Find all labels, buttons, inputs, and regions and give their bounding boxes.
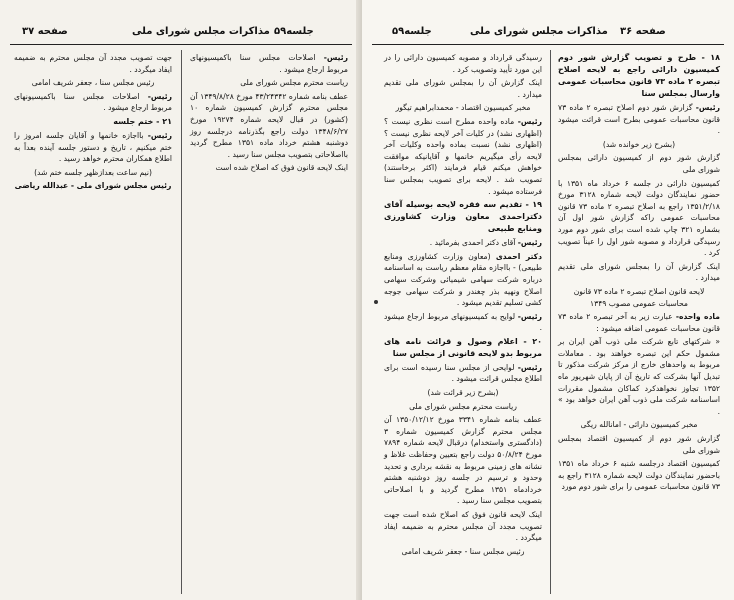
speaker-paragraph xyxy=(558,102,720,137)
right-column-divider xyxy=(550,50,551,594)
centered-line xyxy=(558,419,720,431)
paragraph-text: ریاست محترم مجلس شورای ملی xyxy=(409,401,517,411)
paragraph-text: گزارش شور دوم از کمیسیون دارائی بمجلس شورای ملی xyxy=(558,153,720,174)
paragraph-text: عطف بنامه شماره ۴۳/۲۴۳۴۲ مورخ ۱۳۴۹/۸/۲۸ آن مجلس محترم گزارش کمیسیون شماره ۱۰ (کشور) در قبال لایحه شماره ۱۹۲۷۴ مورخ ۱۳۴۸/۶/۲۷ دولت راجع بگذرنامه درجلسه روز دوشنبه هشتم خرداد ماده ۱۳۵۱ مطرح گردید بااصلاحاتی بتصویب مجلس سنا رسید . xyxy=(190,91,348,159)
paragraph-text: عطف بنامه شماره ۳۳۴۱ مورخ ۱۳۵۰/۱۲/۱۲ آن مجلس محترم گزارش کمیسیون شماره ۳ (دادگستری واستخدام) درقبال لایحه شماره ۷۸۹۴ مورخ ۵۰/۸/۲۴ دولت راجع بتعیین وحفاظت غلاظ و نشانه های زمینی مربوط به نقشه برداری و تحدید وحدود و ترسیم در جلسه روز دوشنبه هشتم خردادماه ۱۳۵۱ مطرح گردید و با اصلاحاتی بتصویب مجلس سنا رسید . xyxy=(384,415,543,506)
body-paragraph xyxy=(558,458,720,493)
speaker-paragraph xyxy=(190,52,348,75)
paragraph-text: ریاست محترم مجلس شورای ملی xyxy=(240,78,348,88)
paragraph-text: اینک لایحه قانون فوق که اصلاح شده است xyxy=(215,163,348,173)
paragraph-text: ماده واحده مطرح است نظری نیست ؟ (اظهاری نشد) در کلیات آخر لایحه نظری نیست ؟ (اظهاری نشد) نسبت بماده واحده وکلیات آخر لایحه رأی میگیریم خانمها و آقایانیکه موافقت خواهش میکنم قیام فرمایند (اکثر برخاستند) تصویب شد . لایحه برای تصویب بمجلس سنا فرستاده میشود . xyxy=(384,116,542,196)
paragraph-text: لوایح به کمیسیونهای مربوط ارجاع میشود . xyxy=(384,311,542,333)
paragraph-text: (بشرح زیر خوانده شد) xyxy=(602,139,676,149)
left-page xyxy=(0,0,362,600)
right-header-rule xyxy=(372,44,724,45)
centered-line xyxy=(14,167,172,179)
body-paragraph xyxy=(14,52,172,75)
body-paragraph xyxy=(384,52,542,75)
body-paragraph xyxy=(190,162,348,174)
paragraph-text: بااجازه خانمها و آقایان جلسه امروز را ختم میکنیم ، تاریخ و دستور جلسه آینده بعداً به اطلاع همکاران محترم خواهد رسید . xyxy=(14,130,172,164)
left-page-number: صفحه ۳۷ xyxy=(22,26,68,37)
speaker-label: رئیس- xyxy=(517,362,542,372)
speaker-paragraph xyxy=(384,116,542,197)
body-paragraph xyxy=(384,509,542,544)
speaker-paragraph xyxy=(384,362,542,385)
body-paragraph xyxy=(558,178,720,259)
section-heading xyxy=(384,199,542,235)
paragraph-text: رئیس مجلس سنا ، جعفر شریف امامی xyxy=(31,78,155,88)
paragraph-text: (نیم ساعت بعدازظهر جلسه ختم شد) xyxy=(34,167,152,177)
paragraph-text: ۱۸ - طرح و تصویب گزارش شور دوم کمیسیون دارائی راجع به لایحه اصلاح تبصره ۲ ماده ۷۳ قانون محاسبات عمومی وارسال بمجلس سنا xyxy=(558,53,721,98)
paragraph-text: لوایحی از مجلس سنا رسیده است برای اطلاع مجلس قرائت میشود . xyxy=(384,362,542,384)
paragraph-text: مخبر کمیسیون اقتصاد - محمدابراهیم تیگور xyxy=(395,103,531,113)
paragraph-text: (بشرح زیر قرائت شد) xyxy=(427,388,499,398)
paragraph-text: عبدالله ریاضی xyxy=(14,181,69,191)
speaker-paragraph xyxy=(384,237,542,249)
left-page-header xyxy=(12,26,350,42)
paragraph-text: ۲۰ - اعلام وصول و قرائت نامه های مربوط بدو لایحه قانونی از مجلس سنا xyxy=(384,336,542,358)
speaker-paragraph xyxy=(14,130,172,165)
centered-line xyxy=(384,401,542,413)
paragraph-text: « شرکتهای تابع شرکت ملی ذوب آهن ایران بر مشمول حکم این تبصره خواهند بود . معاملات مربوط به واحدهای خارج از مرکز شرکت مذکور تا تبدیل آنها بشرکت که تاریخ آن از پایان شهریور ماه ۱۳۵۲ تجاوز نخواهدکرد کماکان مشمول مقررات اساسنامه شرکت ملی ذوب آهن ایران خواهد بود » . xyxy=(558,337,720,416)
section-heading xyxy=(558,52,720,100)
paragraph-text: جهت تصویب مجدد آن مجلس محترم به ضمیمه ایفاد میگردد . xyxy=(14,53,172,74)
paragraph-text: (معاون وزارت کشاورزی ومنابع طبیعی) - بااجازه مقام معظم ریاست به اساسنامه درباره شرکت سهامی شیمیائی وشرکت سهامی اصلاح ونهیه بذر چغندر و شرکت سهامی جوجه کشی تسلیم تقدیم میشود . xyxy=(384,251,542,308)
speaker-label: رئیس- xyxy=(517,311,542,321)
speaker-label: رئیس مجلس شورای ملی - xyxy=(68,181,172,191)
body-paragraph xyxy=(384,414,542,507)
paragraph-text: اینک لایحه قانون فوق که اصلاح شده است جهت تصویب مجدد آن مجلس محترم به ضمیمه ایفاد میگردد . xyxy=(384,510,542,543)
centered-line xyxy=(14,77,172,89)
speaker-paragraph xyxy=(558,311,720,334)
paragraph-text: اینک گزارش آن را بمجلس شورای ملی تقدیم میدارد . xyxy=(558,261,720,283)
paragraph-text: رسیدگی قرارداد و مصوبه کمیسیون دارائی را در این مورد تأیید وتصویب کرد . xyxy=(384,53,542,74)
paragraph-text: اینک گزارش آن را بمجلس شورای ملی تقدیم میدارد . xyxy=(384,78,542,99)
right-page-title: مذاکرات مجلس شورای ملی xyxy=(470,26,608,37)
right-page xyxy=(362,0,734,600)
paragraph-text: کمیسیون اقتصاد درجلسه شنبه ۶ خرداد ماه ۱۳۵۱ باحضور نمایندگان دولت لایحه شماره ۳۱۲۸ راجع به ۷۳ قانون محاسبات عمومی را برای شور دوم مورد xyxy=(558,459,721,492)
paragraph-text: مخبر کمیسیون دارائی - امانالله ریگی xyxy=(580,420,698,430)
paragraph-text: اصلاحات مجلس سنا باکمیسیونهای مربوط ارجاع میشود . xyxy=(190,53,348,74)
right-page-header xyxy=(374,26,722,42)
speaker-paragraph xyxy=(384,311,542,334)
section-heading xyxy=(14,116,172,128)
speaker-label: رئیس- xyxy=(517,238,542,248)
centered-line xyxy=(384,546,542,558)
right-page-number: صفحه ۳۶ xyxy=(620,26,666,37)
body-paragraph xyxy=(384,77,542,100)
speaker-label: رئیس- xyxy=(517,116,542,126)
left-page-left-column xyxy=(14,52,172,194)
body-paragraph xyxy=(558,433,720,456)
body-paragraph xyxy=(190,91,348,161)
body-paragraph xyxy=(190,77,348,89)
centered-line xyxy=(558,286,720,309)
speaker-label: رئیس- xyxy=(147,130,172,140)
speaker-label: رئیس- xyxy=(323,53,348,62)
paragraph-text: عبارت زیر به آخر تبصره ۲ ماده ۷۳ قانون محاسبات عمومی اضافه میشود : xyxy=(558,312,720,333)
signature-line xyxy=(14,180,172,192)
right-page-session: جلسه۵۹ xyxy=(392,26,432,37)
paragraph-text: گزارش شور دوم اصلاح تبصره ۲ ماده ۷۳ قانون محاسبات عمومی بطرح است قرائت میشود . xyxy=(558,103,720,136)
left-page-session: جلسه۵۹ xyxy=(274,26,314,37)
paragraph-text: کمیسیون دارائی در جلسه ۶ خرداد ماه ۱۳۵۱ با حضور نمایندگان دولت لایحه شماره ۳۱۲۸ مورخ ۱۳۵۱/۲/۱۸ راجع به اصلاح تبصره ۲ ماده ۷۳ قانون محاسبات عمومی راکه گزارش شور اول آن بشماره ۳۲۱ چاپ شده است برای شور دوم مورد رسیدگی قرارداد و مصوبه شور اول را عیناً تصویب کرد . xyxy=(558,178,721,258)
centered-line xyxy=(384,102,542,114)
left-page-title: مذاکرات مجلس شورای ملی xyxy=(132,26,270,37)
speaker-label: دکتر احمدی xyxy=(495,251,542,261)
centered-line xyxy=(384,387,542,399)
speaker-label: ماده واحده- xyxy=(675,312,720,322)
left-column-divider xyxy=(181,50,182,594)
left-header-rule xyxy=(10,44,352,45)
centered-line xyxy=(558,139,720,151)
speaker-label: رئیس- xyxy=(147,91,172,101)
section-heading xyxy=(384,336,542,360)
paragraph-text: لایحه قانون اصلاح تبصره ۲ ماده ۷۳ قانون محاسبات عمومی مصوب ۱۳۴۹ xyxy=(573,286,705,308)
right-page-left-column xyxy=(384,52,542,559)
right-page-right-column xyxy=(558,52,720,495)
body-paragraph xyxy=(558,336,720,417)
paragraph-text: اصلاحات مجلس سنا باکمیسیونهای مربوط ارجاع میشود . xyxy=(14,91,172,113)
body-paragraph xyxy=(558,152,720,175)
speaker-paragraph xyxy=(384,251,542,309)
paragraph-text: رئیس مجلس سنا - جعفر شریف امامی xyxy=(401,546,525,556)
paragraph-text: آقای دکتر احمدی بفرمائید . xyxy=(429,238,518,248)
paragraph-text: گزارش شور دوم از کمیسیون اقتصاد بمجلس شورای ملی xyxy=(558,434,720,455)
punch-hole-mark xyxy=(374,300,378,304)
paragraph-text: ۱۹ - تقدیم سه فقره لایحه بوسیله آقای دکتراحمدی معاون وزارت کشاورزی ومنابع طبیعی xyxy=(384,200,542,234)
left-page-right-column xyxy=(190,52,348,176)
body-paragraph xyxy=(558,261,720,284)
speaker-label: رئیس- xyxy=(695,103,720,112)
paragraph-text: ۲۱ - ختم جلسه xyxy=(113,116,172,126)
speaker-paragraph xyxy=(14,91,172,114)
